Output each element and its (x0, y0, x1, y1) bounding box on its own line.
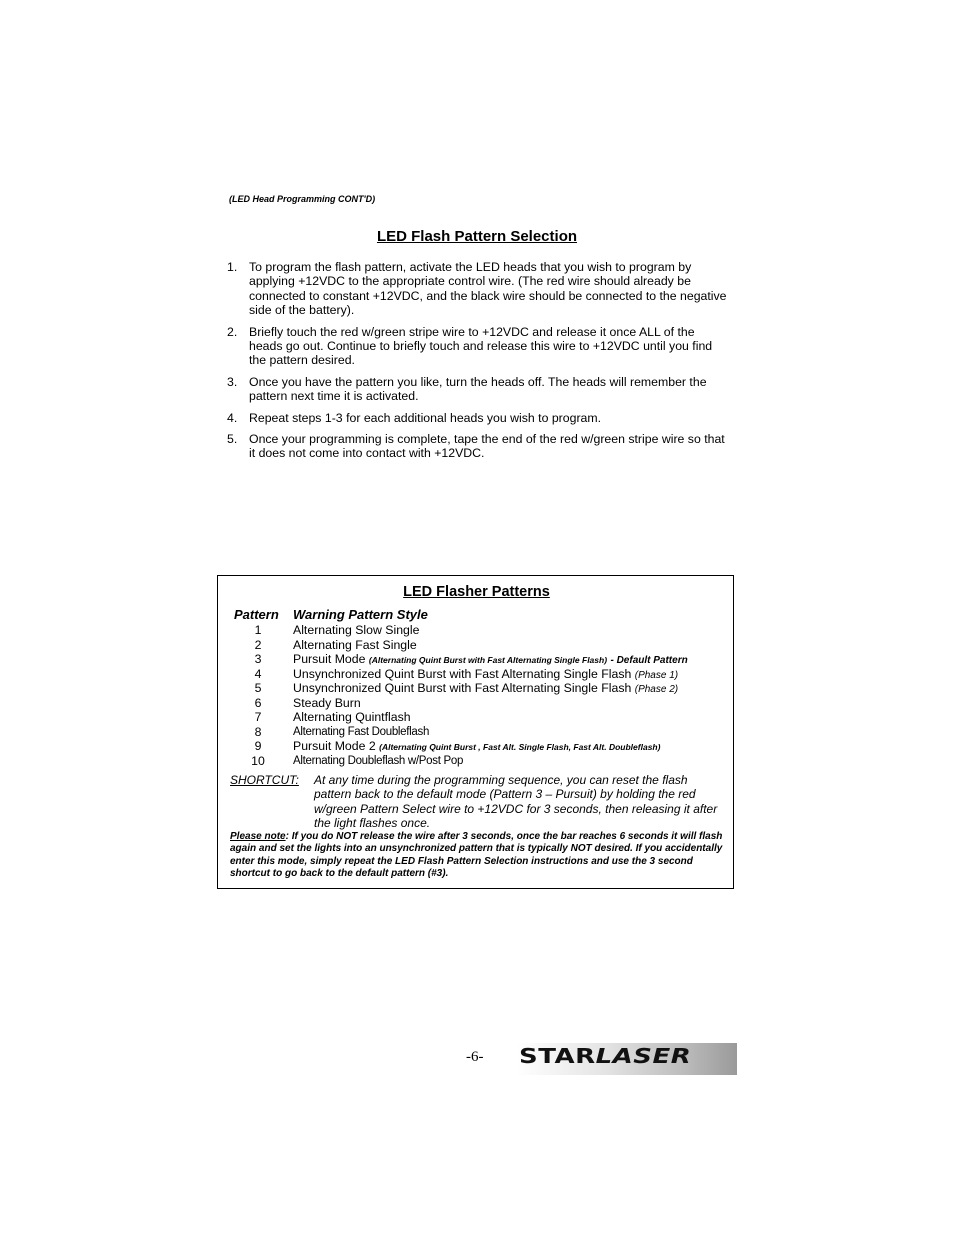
pattern-style-detail: (Alternating Quint Burst with Fast Alternating Single Flash) (368, 655, 608, 665)
page-number: -6- (466, 1049, 484, 1065)
list-item (227, 432, 727, 461)
pattern-number: 6 (254, 695, 262, 710)
pattern-number: 1 (254, 623, 262, 637)
pattern-number: 9 (254, 739, 262, 753)
step-text: Once you have the pattern you like, turn the heads off. The heads will remember the pattern next time it is activated. (249, 374, 707, 404)
table-row (218, 667, 735, 681)
step-number: 3. (227, 374, 238, 389)
table-row (218, 710, 735, 724)
pattern-number: 5 (254, 681, 262, 695)
pattern-style: Steady Burn (293, 695, 361, 710)
pattern-number: 4 (254, 666, 262, 681)
step-text: To program the flash pattern, activate the LED heads that you wish to program by applying +12VDC to the appropriate control wire. (The red wire should already be connected to constant +12VDC, and the black wire should be connected to the negative side of the battery). (249, 260, 727, 318)
step-text: Briefly touch the red w/green stripe wire to +12VDC and release it once ALL of the heads go out. Continue to briefly touch and release this wire to +12VDC until you find the pattern desired. (249, 324, 713, 368)
step-number: 5. (227, 432, 238, 447)
list-item (227, 411, 727, 425)
pattern-number: 10 (251, 753, 265, 768)
list-item (227, 325, 727, 368)
logo-wordmark (519, 1045, 691, 1068)
pattern-style: Alternating Fast Single (293, 637, 417, 652)
logo-laser: LASER (595, 1045, 692, 1069)
pattern-column-header: Pattern (234, 607, 279, 622)
step-number: 4. (227, 410, 238, 425)
pattern-style-name: Pursuit Mode (293, 652, 366, 666)
starlaser-logo (517, 1043, 737, 1075)
pattern-style (293, 739, 660, 754)
table-row (218, 652, 735, 666)
instruction-list (227, 260, 727, 468)
pattern-number: 7 (254, 710, 262, 724)
note-text: : If you do NOT release the wire after 3 seconds, once the bar reaches 6 seconds it will flash again and set the lights into an unsynchronized pattern that is typically NOT desired. If you accidentally enter this mode, simply repeat the LED Flash Pattern Selection instructions and use the 3 second shortcut to go back to the default pattern (#3). (230, 831, 723, 879)
default-pattern-label: - Default Pattern (610, 655, 688, 666)
pattern-style-name: Unsynchronized Quint Burst with Fast Alternating Single Flash (293, 681, 632, 695)
pattern-style: Alternating Fast Doubleflash (293, 725, 430, 738)
shortcut-label: SHORTCUT: (230, 773, 299, 787)
please-note (230, 831, 725, 880)
pattern-style: Alternating Slow Single (293, 623, 420, 637)
pattern-style-detail: (Alternating Quint Burst , Fast Alt. Single Flash, Fast Alt. Doubleflash) (379, 742, 661, 752)
table-row (218, 739, 735, 753)
logo-star: STAR (519, 1045, 596, 1069)
page-title: LED Flash Pattern Selection (376, 228, 578, 245)
pattern-number: 3 (254, 652, 262, 666)
table-row (218, 681, 735, 695)
phase-label: (Phase 1) (634, 669, 679, 681)
step-text: Repeat steps 1-3 for each additional heads you wish to program. (249, 410, 602, 425)
phase-label: (Phase 2) (634, 684, 679, 695)
table-row (218, 754, 735, 768)
pattern-style-name: Pursuit Mode 2 (293, 739, 376, 753)
pattern-number: 2 (254, 637, 262, 652)
pattern-style: Alternating Doubleflash w/Post Pop (293, 754, 464, 767)
step-number: 2. (227, 324, 238, 339)
box-title: LED Flasher Patterns (403, 584, 550, 600)
flasher-patterns-box (217, 575, 734, 889)
step-text: Once your programming is complete, tape the end of the red w/green stripe wire so that it does not come into contact with +12VDC. (249, 432, 725, 461)
pattern-number: 8 (254, 724, 262, 739)
shortcut-text: At any time during the programming sequence, you can reset the flash pattern back to the default mode (Pattern 3 – Pursuit) by holding the red w/green Pattern Select wire to +12VDC for 3 seconds, then releasing it after the light flashes once. (314, 773, 718, 830)
pattern-style-name: Unsynchronized Quint Burst with Fast Alternating Single Flash (293, 666, 632, 681)
list-item (227, 260, 727, 318)
table-row (218, 725, 735, 739)
note-label: Please note (230, 831, 286, 842)
table-row (218, 623, 735, 637)
section-continuation-note: (LED Head Programming CONT'D) (229, 194, 376, 204)
pattern-style: Alternating Quintflash (293, 710, 411, 724)
table-row (218, 638, 735, 652)
step-number: 1. (227, 260, 238, 274)
list-item (227, 375, 727, 404)
style-column-header: Warning Pattern Style (293, 607, 428, 622)
table-row (218, 696, 735, 710)
